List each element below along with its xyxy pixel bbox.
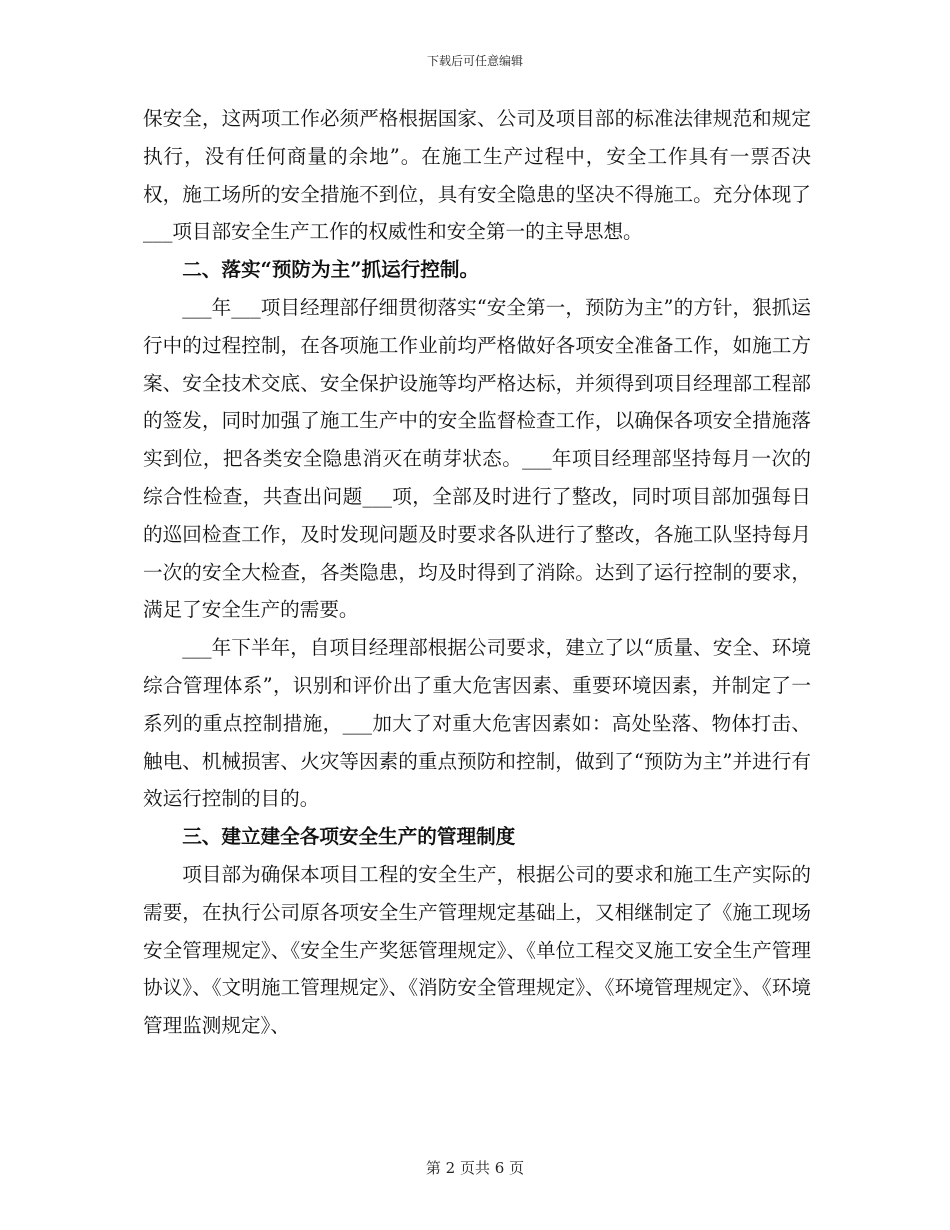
page-header-note: 下载后可任意编辑 [426, 54, 523, 68]
document-body [143, 100, 811, 1045]
paragraph-continued: 保安全，这两项工作必须严格根据国家、公司及项目部的标准法律规范和规定执行，没有任何商量的余地”。在施工生产过程中，安全工作具有一票否决权，施工场所的安全措施不到位，具有安全隐患的坚决不得施工。充分体现了___项目部安全生产工作的权威性和安全第一的主导思想。 [143, 107, 811, 244]
page-number: 第 2 页共 6 页 [425, 1159, 525, 1177]
section-heading-3: 三、建立建全各项安全生产的管理制度 [182, 825, 516, 849]
paragraph-management-system: ___年下半年，自项目经理部根据公司要求，建立了以“质量、安全、环境综合管理体系”，识别和评价出了重大危害因素、重要环境因素，并制定了一系列的重点控制措施，___加大了对重大危害因素如：高处坠落、物体打击、触电、机械损害、火灾等因素的重点预防和控制，做到了“预防为主”并进行有效运行控制的目的。 [143, 636, 811, 811]
paragraph-regulations: 项目部为确保本项目工程的安全生产，根据公司的要求和施工生产实际的需要，在执行公司原各项安全生产管理规定基础上，又相继制定了《施工现场安全管理规定》、《安全生产奖惩管理规定》、《单位工程交叉施工安全生产管理协议》、《文明施工管理规定》、《消防安全管理规定》、《环境管理规定》、《环境管理监测规定》、 [143, 862, 811, 1038]
paragraph-operation-control: ___年___项目经理部仔细贯彻落实“安全第一，预防为主”的方针，狠抓运行中的过程控制，在各项施工作业前均严格做好各项安全准备工作，如施工方案、安全技术交底、安全保护设施等均严格达标，并须得到项目经理部工程部的签发，同时加强了施工生产中的安全监督检查工作，以确保各项安全措施落实到位，把各类安全隐患消灭在萌芽状态。___年项目经理部坚持每月一次的综合性检查，共查出问题___项，全部及时进行了整改，同时项目部加强每日的巡回检查工作，及时发现问题及时要求各队进行了整改，各施工队坚持每月一次的安全大检查，各类隐患，均及时得到了消除。达到了运行控制的要求，满足了安全生产的需要。 [143, 295, 811, 622]
section-heading-2: 二、落实“预防为主”抓运行控制。 [182, 258, 480, 282]
